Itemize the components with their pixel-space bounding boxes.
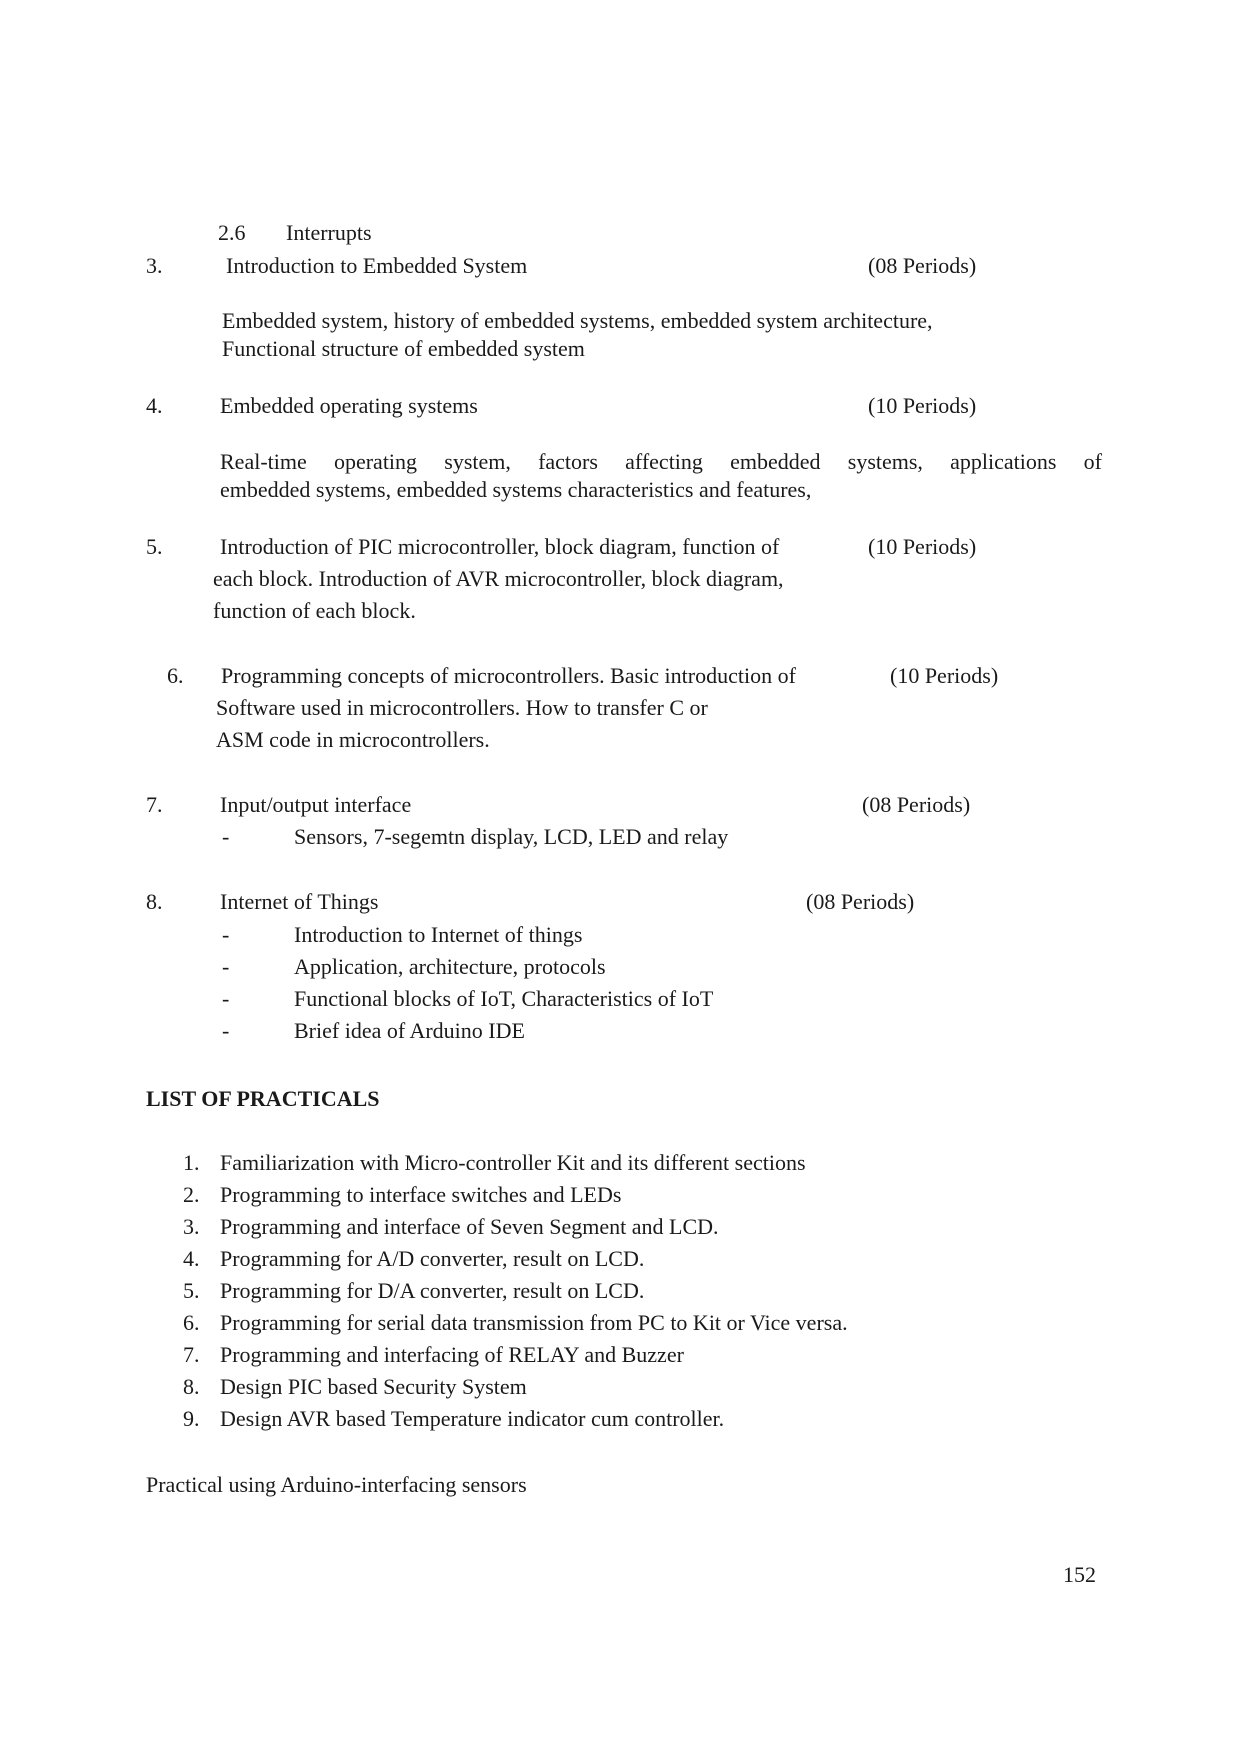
unit-3-title: Introduction to Embedded System [226,253,528,278]
unit-8-periods: (08 Periods) [806,889,915,914]
unit-6-periods: (10 Periods) [890,663,999,688]
bullet-dash: - [222,1018,230,1043]
unit-3-description-line1: Embedded system, history of embedded systems, embedded system architecture, [222,308,933,333]
unit-6-line2: Software used in microcontrollers. How to transfer C or [216,695,708,720]
bullet-dash: - [222,922,230,947]
unit-8-bullet: Brief idea of Arduino IDE [294,1018,525,1043]
practical-item: Programming for D/A converter, result on LCD. [220,1278,645,1303]
unit-4-periods: (10 Periods) [868,393,977,418]
unit-5-line1: Introduction of PIC microcontroller, block diagram, function of [220,534,780,559]
unit-5-periods: (10 Periods) [868,534,977,559]
unit-5-line3: function of each block. [213,598,416,623]
unit-6-number: 6. [167,663,184,688]
subsection-title: Interrupts [286,220,372,245]
unit-4-description-line1: Real-time operating system, factors affecting embedded systems, applications of [220,449,1102,474]
practicals-heading: LIST OF PRACTICALS [146,1086,380,1111]
unit-4-number: 4. [146,393,163,418]
unit-3-description-line2: Functional structure of embedded system [222,336,585,361]
practical-number: 6. [183,1310,200,1335]
practical-item: Programming and interface of Seven Segment and LCD. [220,1214,719,1239]
unit-7-title: Input/output interface [220,792,412,817]
practical-item: Programming for A/D converter, result on LCD. [220,1246,645,1271]
practical-number: 4. [183,1246,200,1271]
unit-4-title: Embedded operating systems [220,393,478,418]
unit-5-number: 5. [146,534,163,559]
bullet-dash: - [222,824,230,849]
unit-8-number: 8. [146,889,163,914]
unit-6-line3: ASM code in microcontrollers. [216,727,490,752]
subsection-number: 2.6 [218,220,246,245]
unit-7-periods: (08 Periods) [862,792,971,817]
practical-item: Familiarization with Micro-controller Kit and its different sections [220,1150,806,1175]
unit-3-number: 3. [146,253,163,278]
unit-3-periods: (08 Periods) [868,253,977,278]
page-number: 152 [1063,1562,1096,1587]
unit-5-line2: each block. Introduction of AVR microcontroller, block diagram, [213,566,784,591]
unit-7-number: 7. [146,792,163,817]
practical-item: Programming and interfacing of RELAY and Buzzer [220,1342,684,1367]
practicals-footer-note: Practical using Arduino-interfacing sensors [146,1472,527,1497]
practical-number: 3. [183,1214,200,1239]
unit-8-bullet: Functional blocks of IoT, Characteristics of IoT [294,986,714,1011]
unit-6-line1: Programming concepts of microcontrollers. Basic introduction of [221,663,796,688]
practical-item: Programming to interface switches and LEDs [220,1182,622,1207]
practical-number: 1. [183,1150,200,1175]
unit-8-title: Internet of Things [220,889,379,914]
unit-8-bullet: Introduction to Internet of things [294,922,583,947]
bullet-dash: - [222,986,230,1011]
practical-number: 8. [183,1374,200,1399]
practical-item: Programming for serial data transmission from PC to Kit or Vice versa. [220,1310,848,1335]
practical-number: 2. [183,1182,200,1207]
bullet-dash: - [222,954,230,979]
practical-number: 7. [183,1342,200,1367]
practical-number: 9. [183,1406,200,1431]
practical-item: Design PIC based Security System [220,1374,527,1399]
practical-item: Design AVR based Temperature indicator cum controller. [220,1406,725,1431]
unit-4-description-line2: embedded systems, embedded systems characteristics and features, [220,477,812,502]
practical-number: 5. [183,1278,200,1303]
unit-7-bullet: Sensors, 7-segemtn display, LCD, LED and relay [294,824,729,849]
unit-8-bullet: Application, architecture, protocols [294,954,606,979]
